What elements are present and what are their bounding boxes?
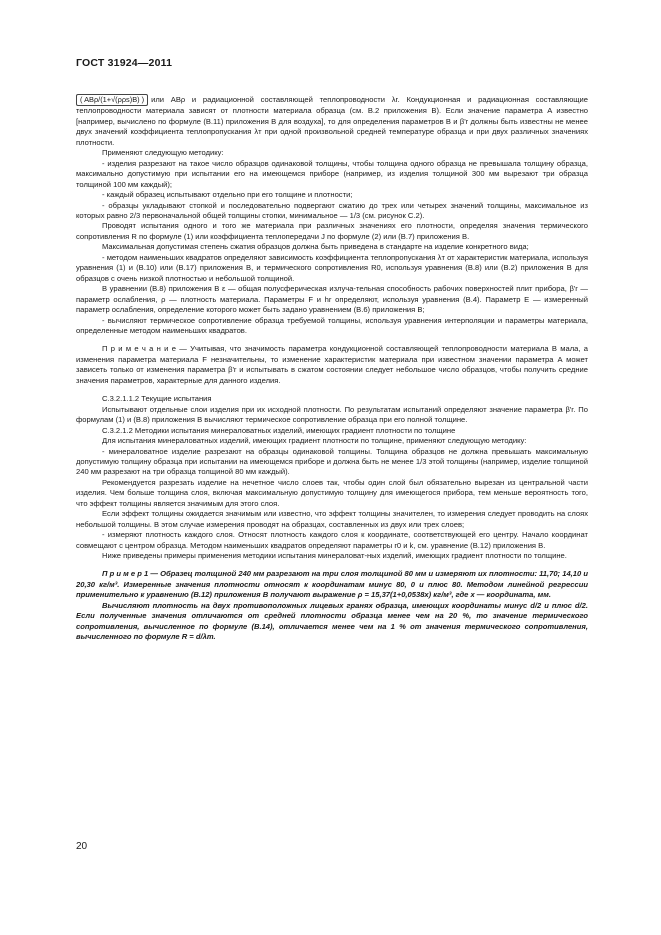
note-paragraph: П р и м е ч а н и е — Учитывая, что значимость параметра кондукционной составляющей теплопроводности материала B мала, а изменения параметра материала F незначительны, то изменение характеристик материала при известном значении параметра A может зависеть только от изменения параметра β'r и испытывать в сжатом состоянии следует небольшое число образцов, чтобы получить средние значения параметров, характерные для данного изделия. — [76, 344, 588, 385]
paragraph: Рекомендуется разрезать изделие на нечетное число слоев так, чтобы один слой был обязательно вырезан из центральной части изделия. Чем больше толщина слоя, включая максимальную допустимую толщину для имеющегося прибора, тем меньше вероятность того, что эффект толщины является значимым для этого слоя. — [76, 477, 588, 508]
list-item: - минераловатное изделие разрезают на образцы одинаковой толщины. Толщина образцов не должна превышать максимальную допустимую толщину образца при испытании на имеющемся приборе и должна быть не менее 1/3 этой толщины (например, изделие толщиной 240 мм разрезают на три образца толщиной 80 мм каждый). — [76, 446, 588, 477]
example-paragraph: П р и м е р 1 — Образец толщиной 240 мм разрезают на три слоя толщиной 80 мм и измеряют их плотности: 11,70; 14,10 и 20,30 кг/м³. Измеренные значения плотности относят к координатам минус 80, 0 и плюс 80. Методом линейной регрессии применительно к уравнению (В.12) приложения В получают выражение ρ = 15,37(1+0,0538x) кг/м³, где x — координата, мм. — [76, 569, 588, 600]
document-body — [76, 94, 588, 643]
paragraph: Максимальная допустимая степень сжатия образцов должна быть приведена в стандарте на изделие конкретного вида; — [102, 242, 529, 252]
list-item: - каждый образец испытывают отдельно при его толщине и плотности; — [102, 190, 353, 200]
paragraph: Ниже приведены примеры применения методики испытания минераловат-ных изделий, имеющих градиент плотности по толщине. — [102, 551, 567, 561]
list-item: - вычисляют термическое сопротивление образца требуемой толщины, используя уравнения интерполяции и параметры материала, определенные методом наименьших квадратов. — [76, 315, 588, 335]
document-header: ГОСТ 31924—2011 — [76, 57, 173, 69]
paragraph: Испытывают отдельные слои изделия при их исходной плотности. По результатам испытаний определяют значение параметра β'r. По формулам (1) и (В.8) приложения В вычисляют термическое сопротивление образца при его полной толщине. — [76, 404, 588, 425]
paragraph: Если эффект толщины ожидается значимым или известно, что эффект толщины значителен, то измерения следует проводить на слоях небольшой толщины. В этом случае измерения проводят на образцах, составленных из двух или трех слоев; — [76, 509, 588, 529]
paragraph: В уравнении (В.8) приложения В ε — общая полусферическая излуча-тельная способность рабочих поверхностей плит прибора, β'r — параметр ослабления, ρ — плотность материала. Параметры F и hr определяют, используя уравнения (В.4). Параметр E — измеренный параметр ослабления, определение которого может быть задано уравнением (В.6) приложения В; — [76, 284, 588, 315]
section-heading: С.3.2.1.1.2 Текущие испытания — [102, 394, 212, 404]
list-item: - образцы укладывают стопкой и последовательно подвергают сжатию до трех или четырех значений толщины, максимальное из которых равно 2/3 первоначальной общей толщины стопки, минимальное — 1/3 (см. рисунок С.2). — [76, 200, 588, 220]
paragraph-intro-text: или ABρ и радиационной составляющей теплопроводности λr. Кондукционная и радиационная составляющие теплопроводности материала зависят от плотности материала образца (см. В.2 приложения В). Если значение параметра A известно [например, вычислено по формуле (В.11) приложения В для воздуха], то для определения параметров B и β'r должны быть известны не менее двух значений коэффициента теплопропускания λт при одной произвольной средней температуре образца и при двух различных значениях плотности. — [76, 95, 588, 147]
section-heading: С.3.2.1.2 Методики испытания минераловатных изделий, имеющих градиент плотности по толщине — [102, 425, 456, 435]
paragraph: Для испытания минераловатных изделий, имеющих градиент плотности по толщине, применяют следующую методику: — [102, 436, 527, 446]
formula-box: ( ABρ/(1+√(ρρs)B) ) — [76, 94, 148, 106]
list-item: - измеряют плотность каждого слоя. Относят плотность каждого слоя к координате, соответствующей его центру. Начало координат совмещают с центром образца. Методом наименьших квадратов определяют параметры r0 и k, см. уравнение (В.12) приложения В. — [76, 530, 588, 550]
paragraph-intro — [76, 94, 588, 148]
example-paragraph: Вычисляют плотность на двух противоположных лицевых гранях образца, имеющих координаты минус d/2 и плюс d/2. Если полученные значения отличаются от средней плотности образца менее чем на 20 %, то значение термического сопротивления, вычисленное по формуле (В.14), отличается менее чем на 1 % от значения термического сопротивления, вычисленного по формуле R = d/λт. — [76, 600, 588, 642]
list-item: - методом наименьших квадратов определяют зависимость коэффициента теплопропускания λт от характеристик материала, используя уравнения (1) и (В.10) или (В.17) приложения В, и термического сопротивления R0, используя уравнения (В.8) или (В.2) приложения В для образцов с очень низкой плотностью и небольшой толщиной. — [76, 252, 588, 283]
list-item: - изделия разрезают на такое число образцов одинаковой толщины, чтобы толщина одного образца не превышала толщину образца, максимально допустимую при испытании его на имеющемся приборе (например, из изделия толщиной 300 мм вырезают три образца толщиной 100 мм каждый); — [76, 158, 588, 189]
paragraph: Проводят испытания одного и того же материала при различных значениях его плотности, определяя значения термического сопротивления R по формуле (1) или коэффициента теплопередачи J по формуле (2) или (В.7) приложения В. — [76, 221, 588, 241]
page-number: 20 — [76, 841, 88, 852]
paragraph: Применяют следующую методику: — [102, 148, 224, 158]
